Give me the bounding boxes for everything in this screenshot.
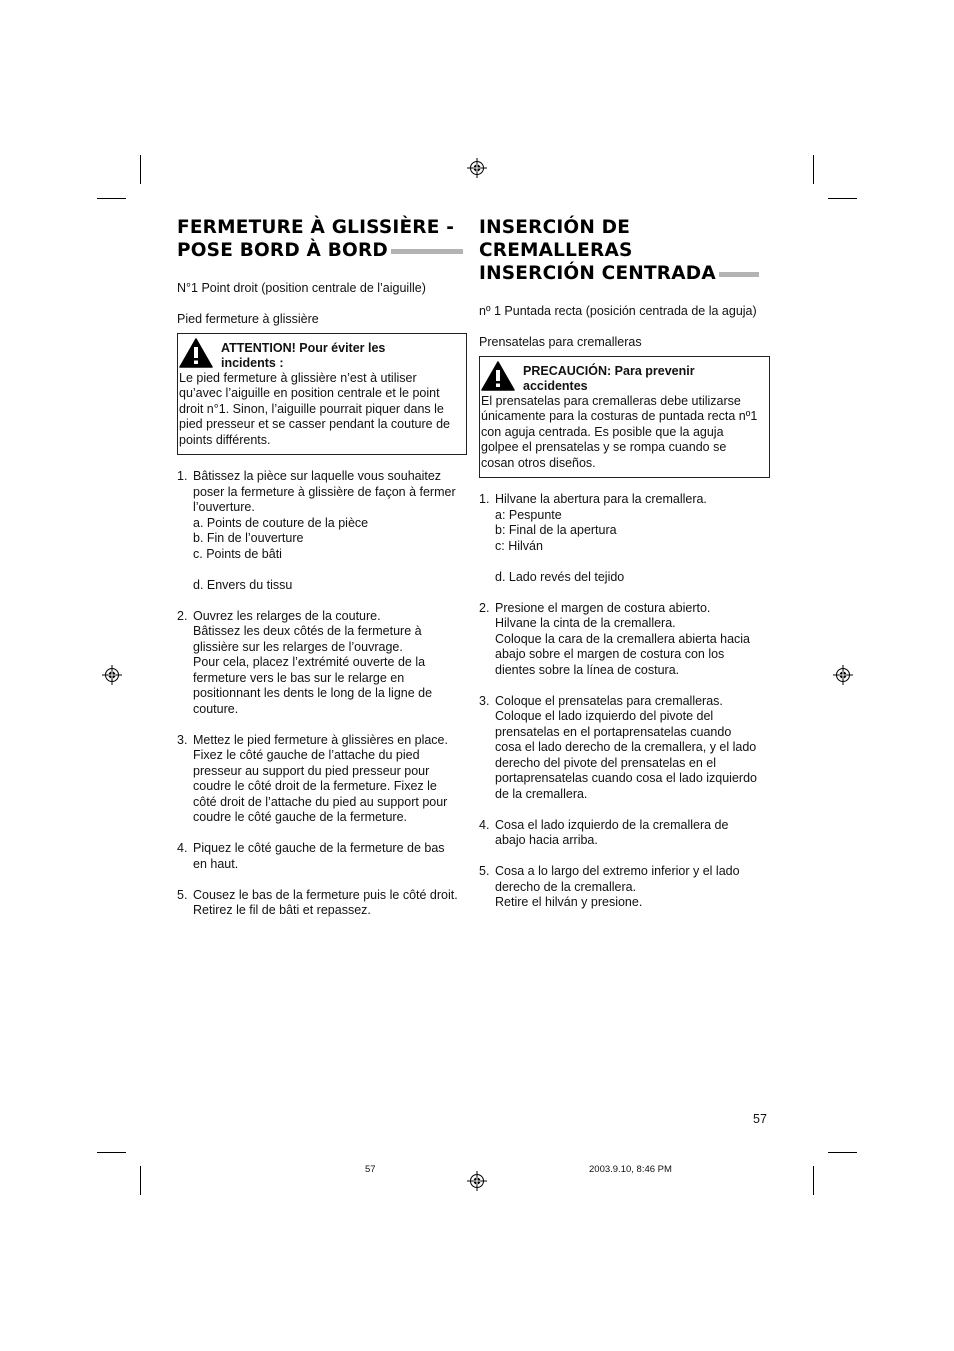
crop-mark (140, 1166, 141, 1195)
steps-list (177, 469, 467, 919)
step-line: Pour cela, placez l’extrémité ouverte de la (193, 655, 426, 669)
step-line: Mettez le pied fermeture à glissières en place. (193, 732, 448, 747)
step-number: 4. (177, 841, 188, 855)
crop-mark (97, 1152, 126, 1153)
title-line: INSERCIÓN CENTRADA (479, 262, 770, 285)
step-line: Ouvrez les relarges de la couture. (193, 608, 381, 623)
step-line: cosa el lado derecho de la cremallera, y el lado (495, 740, 757, 754)
step-line: d. Lado revés del tejido (495, 569, 625, 584)
footer-timestamp: 2003.9.10, 8:46 PM (589, 1164, 672, 1175)
step-text (495, 864, 770, 911)
footer-page-ref: 57 (365, 1164, 376, 1175)
step-line: Cosa el lado izquierdo de la cremallera de (495, 817, 729, 832)
section-title-fr (177, 216, 467, 262)
registration-mark-icon (467, 1171, 487, 1191)
step-line: abajo hacia arriba. (495, 833, 598, 847)
stitch-setting: N°1 Point droit (position centrale de l’aiguille) (177, 281, 426, 295)
step-line: Coloque el prensatelas para cremalleras. (495, 693, 723, 708)
title-line: CREMALLERAS (479, 240, 633, 261)
step-text (495, 694, 770, 803)
step-text (495, 818, 770, 849)
title-line: POSE BORD À BORD (177, 239, 467, 262)
step-number: 5. (177, 887, 188, 902)
crop-mark (813, 1166, 814, 1195)
title-underline-bar (719, 272, 759, 277)
step-line: b: Final de la apertura (495, 523, 617, 537)
title-line: FERMETURE À GLISSIÈRE - (177, 217, 455, 238)
step-line: prensatelas en el portaprensatelas cuando (495, 724, 732, 739)
french-column (177, 216, 467, 919)
warning-box (479, 356, 770, 479)
step-item (479, 864, 770, 911)
step-item (479, 601, 770, 679)
spanish-column (479, 216, 770, 911)
step-number: 1. (479, 492, 490, 506)
page-number: 57 (753, 1112, 767, 1126)
step-number: 2. (177, 608, 188, 623)
step-spacer (479, 678, 770, 694)
step-item (177, 609, 467, 718)
step-text (495, 601, 770, 679)
step-line: côté droit de l’attache du pied au support pour (193, 794, 448, 809)
title-line: INSERCIÓN DE (479, 217, 631, 238)
step-line: abajo sobre el margen de costura con los (495, 647, 725, 661)
step-line: Coloque el lado izquierdo del pivote del (495, 709, 714, 723)
warning-title: ATTENTION! Pour éviter les incidents : (221, 340, 386, 370)
step-item (479, 492, 770, 585)
step-line: l’ouverture. (193, 500, 255, 514)
step-item (177, 841, 467, 872)
step-number: 5. (479, 864, 490, 878)
step-line (193, 562, 467, 578)
step-line: fermeture vers le bas sur le relarge en (193, 670, 405, 685)
step-line: de la cremallera. (495, 786, 588, 801)
step-line: a: Pespunte (495, 507, 562, 522)
step-number: 2. (479, 600, 490, 615)
step-text (193, 841, 467, 872)
step-line: Piquez le côté gauche de la fermeture de bas (193, 841, 445, 855)
step-line: Hilvane la cinta de la cremallera. (495, 616, 676, 630)
step-number: 1. (177, 469, 188, 483)
title-underline-bar (391, 249, 463, 254)
step-line: c. Points de bâti (193, 546, 282, 561)
step-spacer (177, 826, 467, 842)
step-line: glissière sur les relarges de l’ouvrage. (193, 639, 403, 654)
registration-mark-icon (102, 665, 122, 685)
crop-mark (140, 155, 141, 184)
step-spacer (177, 872, 467, 888)
step-spacer (479, 585, 770, 601)
step-number: 4. (479, 817, 490, 832)
step-spacer (479, 802, 770, 818)
step-line: Coloque la cara de la cremallera abierta hacia (495, 631, 751, 646)
step-item (177, 469, 467, 593)
step-line: Bâtissez les deux côtés de la fermeture à (193, 624, 422, 638)
step-line: couture. (193, 701, 239, 716)
crop-mark (813, 155, 814, 184)
step-line: Fixez le côté gauche de l’attache du pied (193, 748, 420, 762)
step-line: derecho de la cremallera. (495, 879, 637, 894)
warning-title: PRECAUCIÓN: Para prevenir accidentes (523, 363, 695, 393)
presser-foot: Pied fermeture à glissière (177, 312, 319, 326)
step-line: b. Fin de l’ouverture (193, 531, 304, 545)
step-line: derecho del pivote del prensatelas en el (495, 755, 716, 770)
crop-mark (828, 1152, 857, 1153)
registration-mark-icon (833, 665, 853, 685)
step-item (177, 888, 467, 919)
warning-triangle-icon (179, 338, 213, 368)
steps-list (479, 492, 770, 911)
step-line: coudre le côté droit de la fermeture. Fixez le (193, 779, 437, 793)
step-line (495, 554, 770, 570)
step-item (479, 818, 770, 849)
step-line: coudre le côté gauche de la fermeture. (193, 810, 408, 824)
step-line: en haut. (193, 856, 239, 871)
registration-mark-icon (467, 158, 487, 178)
crop-mark (97, 198, 126, 199)
step-text (193, 733, 467, 826)
step-spacer (177, 593, 467, 609)
step-line: Hilvane la abertura para la cremallera. (495, 492, 707, 506)
warning-triangle-icon (481, 361, 515, 391)
step-line: positionnant les dents le long de la ligne de (193, 686, 433, 700)
step-text (193, 609, 467, 718)
step-line: Presione el margen de costura abierto. (495, 600, 711, 615)
step-number: 3. (177, 732, 188, 747)
step-text (193, 888, 467, 919)
section-title-es (479, 216, 770, 285)
step-line: c: Hilván (495, 538, 543, 553)
step-line: dientes sobre la línea de costura. (495, 662, 680, 677)
step-item (177, 733, 467, 826)
warning-body: Le pied fermeture à glissière n’est à utiliser qu’avec l’aiguille en position centrale et le point droit n°1. Sinon, l’aiguille pourrait piquer dans le pied presseur et se casser pendant la couture de points différents. (179, 370, 451, 447)
step-line: portaprensatelas cuando cosa el lado izquierdo (495, 771, 757, 785)
step-spacer (479, 849, 770, 865)
warning-body: El prensatelas para cremalleras debe utilizarse únicamente para la costuras de puntada recta nº1 con aguja centrada. Es posible que la aguja golpee el prensatelas y se rompa cuando se cosan otros diseños. (481, 393, 758, 470)
step-line: poser la fermeture à glissière de façon à fermer (193, 484, 456, 499)
step-text (495, 492, 770, 585)
step-line: presseur au support du pied presseur pour (193, 763, 430, 778)
step-line: d. Envers du tissu (193, 577, 293, 592)
step-line: Cosa a lo largo del extremo inferior y el lado (495, 864, 740, 878)
step-text (193, 469, 467, 593)
step-line: a. Points de couture de la pièce (193, 515, 369, 530)
step-line: Cousez le bas de la fermeture puis le côté droit. (193, 887, 458, 902)
step-spacer (177, 717, 467, 733)
crop-mark (828, 198, 857, 199)
step-number: 3. (479, 693, 490, 708)
presser-foot: Prensatelas para cremalleras (479, 335, 642, 349)
step-line: Retirez le fil de bâti et repassez. (193, 903, 371, 917)
warning-box (177, 333, 467, 456)
step-line: Retire el hilván y presione. (495, 895, 643, 909)
step-line: Bâtissez la pièce sur laquelle vous souhaitez (193, 469, 442, 483)
stitch-setting: nº 1 Puntada recta (posición centrada de la aguja) (479, 304, 757, 318)
step-item (479, 694, 770, 803)
